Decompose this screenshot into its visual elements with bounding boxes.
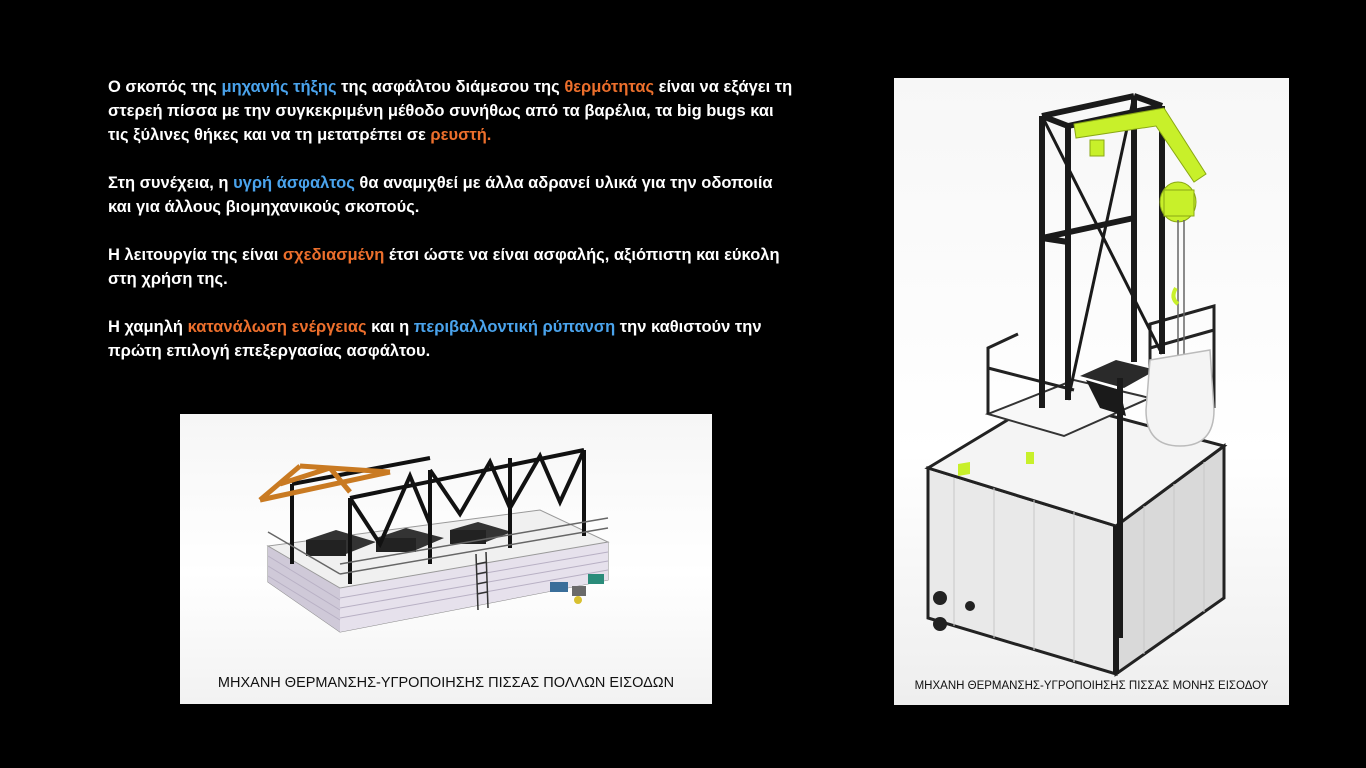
multi-inlet-machine-image (180, 414, 712, 704)
description-text (108, 75, 798, 387)
paragraph-1 (108, 75, 798, 147)
highlight-term: σχεδιασμένη (282, 246, 385, 264)
multi-inlet-caption: ΜΗΧΑΝΗ ΘΕΡΜΑΝΣΗΣ-ΥΓΡΟΠΟΙΗΣΗΣ ΠΙΣΣΑΣ ΠΟΛΛΩΝ ΕΙΣΟΔΩΝ (217, 675, 675, 691)
paragraph-4 (108, 315, 798, 363)
text-segment: Ο σκοπός της (108, 78, 222, 96)
paragraph-3 (108, 243, 798, 291)
paragraph-2 (108, 171, 798, 219)
text-segment: Η λειτουργία της είναι (108, 246, 283, 264)
text-segment: θα αναμιχθεί με άλλα αδρανεί υλικά για την οδοποιία και για άλλους βιομηχανικούς σκοπούς. (108, 174, 773, 216)
single-inlet-caption: ΜΗΧΑΝΗ ΘΕΡΜΑΝΣΗΣ-ΥΓΡΟΠΟΙΗΣΗΣ ΠΙΣΣΑΣ ΜΟΝΗΣ ΕΙΣΟΔΟΥ (914, 680, 1269, 692)
highlight-term: κατανάλωση ενέργειας (187, 318, 367, 336)
text-segment: της ασφάλτου διάμεσου της (336, 78, 565, 96)
highlight-term: ρευστή. (430, 126, 492, 144)
multi-inlet-machine-illustration (180, 414, 712, 704)
text-segment: έτσι ώστε να είναι ασφαλής, αξιόπιστη και εύκολη στη χρήση της. (108, 246, 780, 288)
text-segment: και η (366, 318, 414, 336)
text-segment: Η χαμηλή (108, 318, 188, 336)
text-segment: είναι να εξάγει τη στερεή πίσσα με την συγκεκριμένη μέθοδο συνήθως από τα βαρέλια, τα big bugs και τις ξύλινες θήκες και να τη μετατρέπει σε (108, 78, 793, 144)
single-inlet-machine-illustration (894, 78, 1289, 705)
highlight-term: υγρή άσφαλτος (233, 174, 355, 192)
text-segment: Στη συνέχεια, η (108, 174, 234, 192)
single-inlet-machine-image (894, 78, 1289, 705)
highlight-term: θερμότητας (564, 78, 655, 96)
highlight-term: μηχανής τήξης (221, 78, 337, 96)
highlight-term: περιβαλλοντική ρύπανση (413, 318, 616, 336)
text-segment: την καθιστούν την πρώτη επιλογή επεξεργασίας ασφάλτου. (108, 318, 762, 360)
